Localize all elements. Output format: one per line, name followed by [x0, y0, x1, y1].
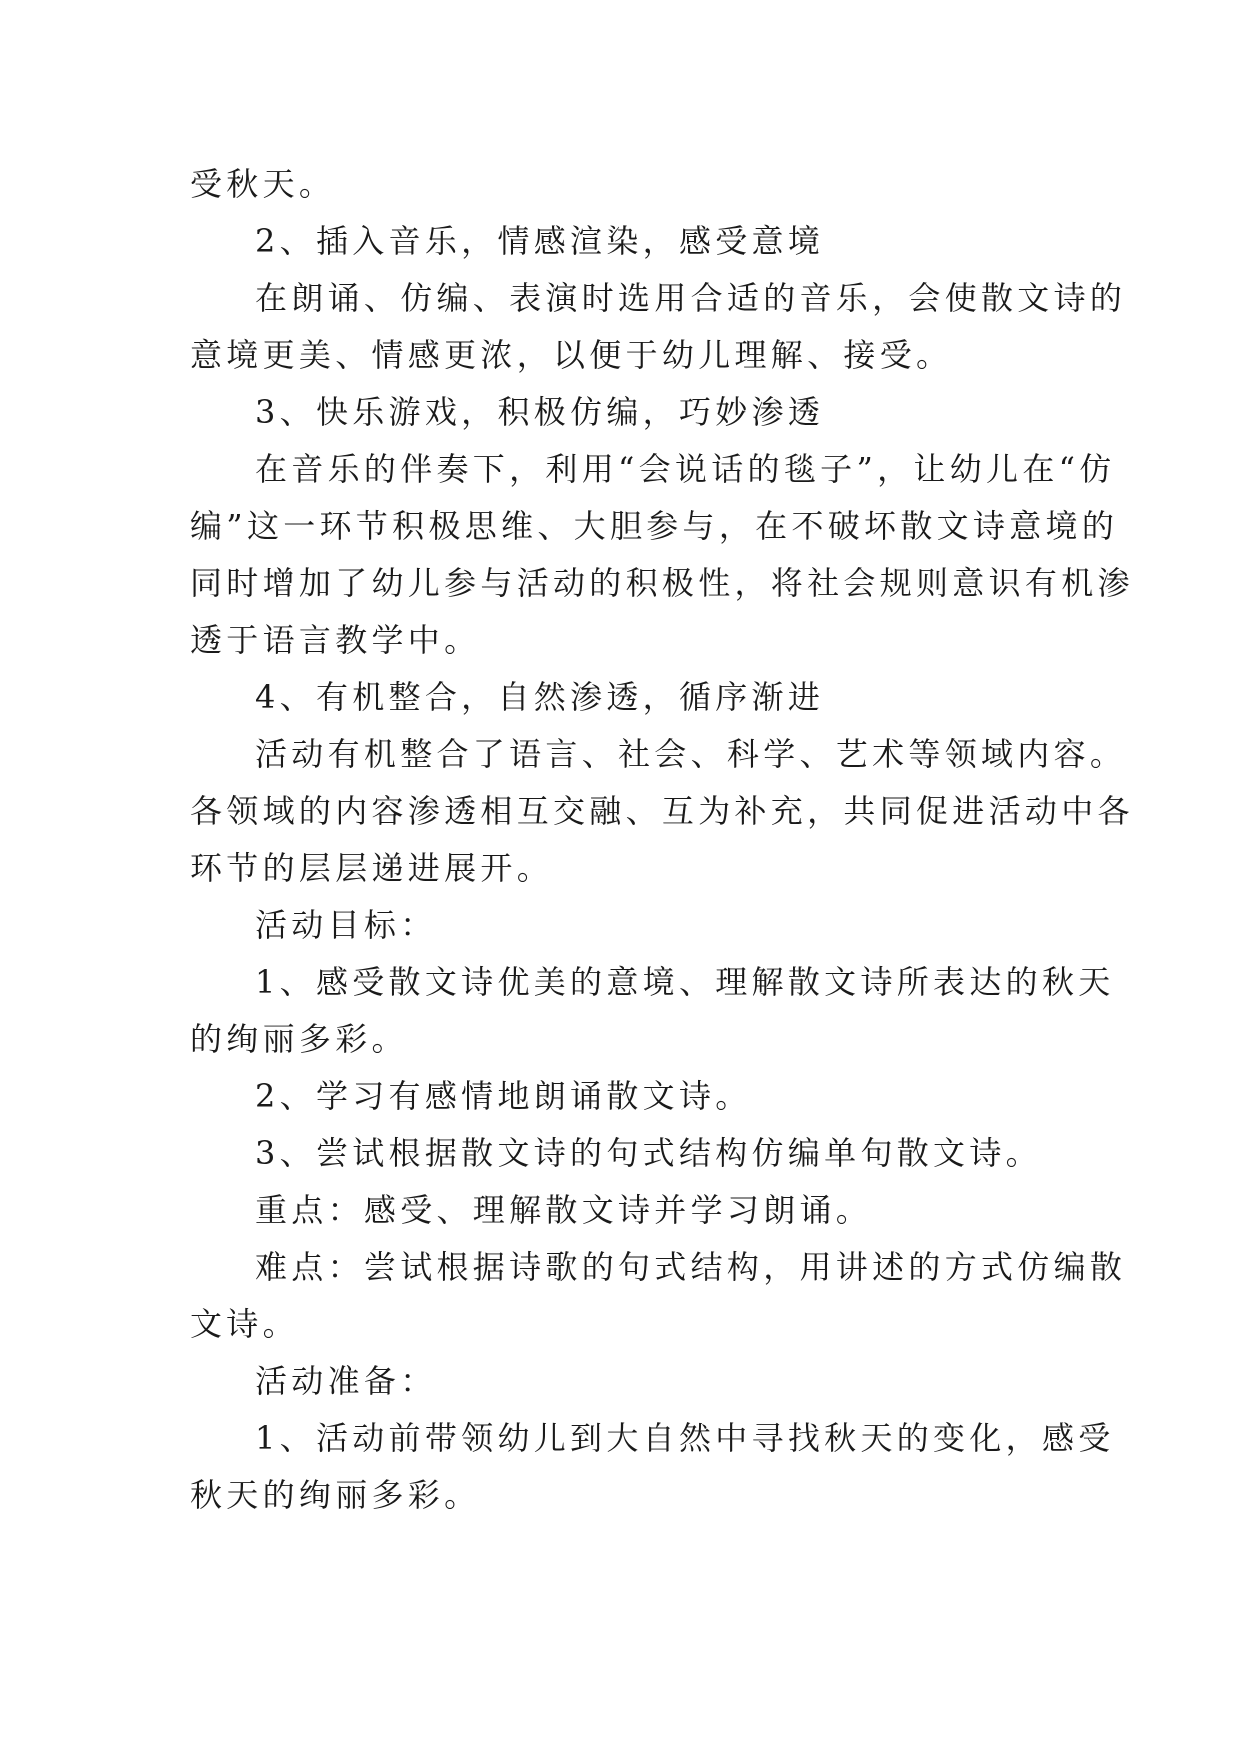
section-heading: 2、插入音乐，情感渲染，感受意境 [255, 222, 825, 260]
text-line: 透于语言教学中。 [190, 621, 481, 659]
text-line: 同时增加了幼儿参与活动的积极性，将社会规则意识有机渗 [190, 564, 1134, 602]
section-heading: 4、有机整合，自然渗透，循序渐进 [255, 678, 825, 716]
text-line: 文诗。 [190, 1305, 299, 1343]
text-line: 秋天的绚丽多彩。 [190, 1476, 481, 1514]
list-item: 3、尝试根据散文诗的句式结构仿编单句散文诗。 [255, 1134, 1042, 1172]
text-line: 的绚丽多彩。 [190, 1020, 408, 1058]
text-line: 环节的层层递进展开。 [190, 849, 554, 887]
text-line: 意境更美、情感更浓，以便于幼儿理解、接受。 [190, 336, 953, 374]
section-heading: 活动准备： [255, 1362, 437, 1400]
section-heading: 活动目标： [255, 906, 437, 944]
section-heading: 3、快乐游戏，积极仿编，巧妙渗透 [255, 393, 825, 431]
text-line: 活动有机整合了语言、社会、科学、艺术等领域内容。 [255, 735, 1127, 773]
list-item: 1、感受散文诗优美的意境、理解散文诗所表达的秋天 [255, 963, 1115, 1001]
text-line: 难点：尝试根据诗歌的句式结构，用讲述的方式仿编散 [255, 1248, 1127, 1286]
text-line: 在朗诵、仿编、表演时选用合适的音乐，会使散文诗的 [255, 279, 1127, 317]
text-line: 重点：感受、理解散文诗并学习朗诵。 [255, 1191, 873, 1229]
text-line: 编”这一环节积极思维、大胆参与，在不破坏散文诗意境的 [190, 507, 1119, 545]
text-line: 受秋天。 [190, 165, 336, 203]
text-line: 各领域的内容渗透相互交融、互为补充，共同促进活动中各 [190, 792, 1134, 830]
list-item: 1、活动前带领幼儿到大自然中寻找秋天的变化，感受 [255, 1419, 1115, 1457]
list-item: 2、学习有感情地朗诵散文诗。 [255, 1077, 752, 1115]
text-line: 在音乐的伴奏下，利用“会说话的毯子”，让幼儿在“仿 [255, 450, 1116, 488]
